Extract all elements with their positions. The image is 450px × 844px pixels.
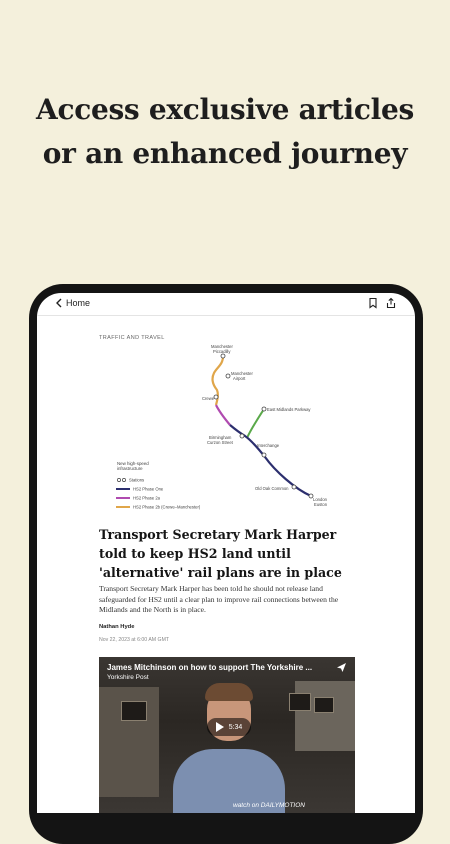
map-label-manchester-piccadilly-2: Piccadilly <box>213 349 231 354</box>
video-duration: 5:34 <box>228 723 243 731</box>
map-label-birmingham-1: Birmingham <box>209 435 232 440</box>
play-icon <box>216 722 224 732</box>
map-label-london-2: Euston <box>314 502 328 507</box>
article-title: Transport Secretary Mark Harper told to keep HS2 land until 'alternative' rail plans are in place <box>99 527 342 580</box>
map-label-old-oak: Old Oak Common <box>255 486 289 491</box>
map-label-interchange: Interchange <box>257 443 280 448</box>
bookmark-icon[interactable] <box>367 297 379 309</box>
map-label-manchester-airport-1: Manchester <box>231 371 253 376</box>
promo-headline-line1: Access exclusive articles <box>36 93 414 126</box>
article-date: Nov 22, 2023 at 6:00 AM GMT <box>99 637 170 643</box>
video-bg-frame <box>121 701 147 721</box>
map-legend-stations: Stations <box>129 477 145 483</box>
article-author[interactable]: Nathan Hyde <box>99 624 135 630</box>
map-label-manchester-airport-2: Airport <box>233 376 246 381</box>
article-screen <box>37 293 415 813</box>
map-legend-title-2: infrastructure <box>117 466 143 471</box>
video-person-hair <box>205 683 253 701</box>
promo-headline <box>0 88 450 176</box>
map-legend-phase-one: HS2 Phase One <box>133 486 164 492</box>
promo-headline-line2: or an enhanced journey <box>42 137 408 170</box>
video-bg-frame <box>289 693 311 711</box>
video-bg-shelf-right <box>295 681 355 751</box>
map-label-manchester-piccadilly-1: Manchester <box>211 344 233 349</box>
map-label-birmingham-2: Curzon Street <box>207 440 233 445</box>
map-legend-phase-2a: HS2 Phase 2a <box>133 495 161 501</box>
map-legend-title-1: New high-speed <box>117 461 149 466</box>
share-icon[interactable] <box>385 297 397 309</box>
map-label-crewe: Crewe <box>202 396 215 401</box>
back-label: Home <box>66 298 91 308</box>
video-bg-frame <box>314 697 334 713</box>
hs2-route-map <box>99 343 359 523</box>
chevron-left-icon <box>55 298 63 308</box>
map-label-london-1: London <box>313 497 327 502</box>
video-title[interactable]: James Mitchinson on how to support The Yorkshire ... <box>107 663 313 672</box>
video-share-icon[interactable] <box>336 662 347 673</box>
video-player[interactable] <box>99 657 355 813</box>
article-summary: Transport Secretary Mark Harper has been told he should not release land safeguarded for HS2 until a clear plan to improve rail connections between the Midlands and the North is in place. <box>99 584 339 614</box>
play-button[interactable] <box>207 718 251 736</box>
back-button[interactable] <box>55 298 90 308</box>
app-bar <box>37 293 415 316</box>
map-label-east-midlands: East Midlands Parkway <box>267 407 311 412</box>
dailymotion-watermark[interactable]: watch on DAILYMOTION <box>232 802 305 809</box>
section-label: TRAFFIC AND TRAVEL <box>99 335 165 341</box>
map-legend-phase-2b: HS2 Phase 2b (Crewe–Manchester) <box>133 504 201 510</box>
video-channel[interactable]: Yorkshire Post <box>107 674 149 681</box>
